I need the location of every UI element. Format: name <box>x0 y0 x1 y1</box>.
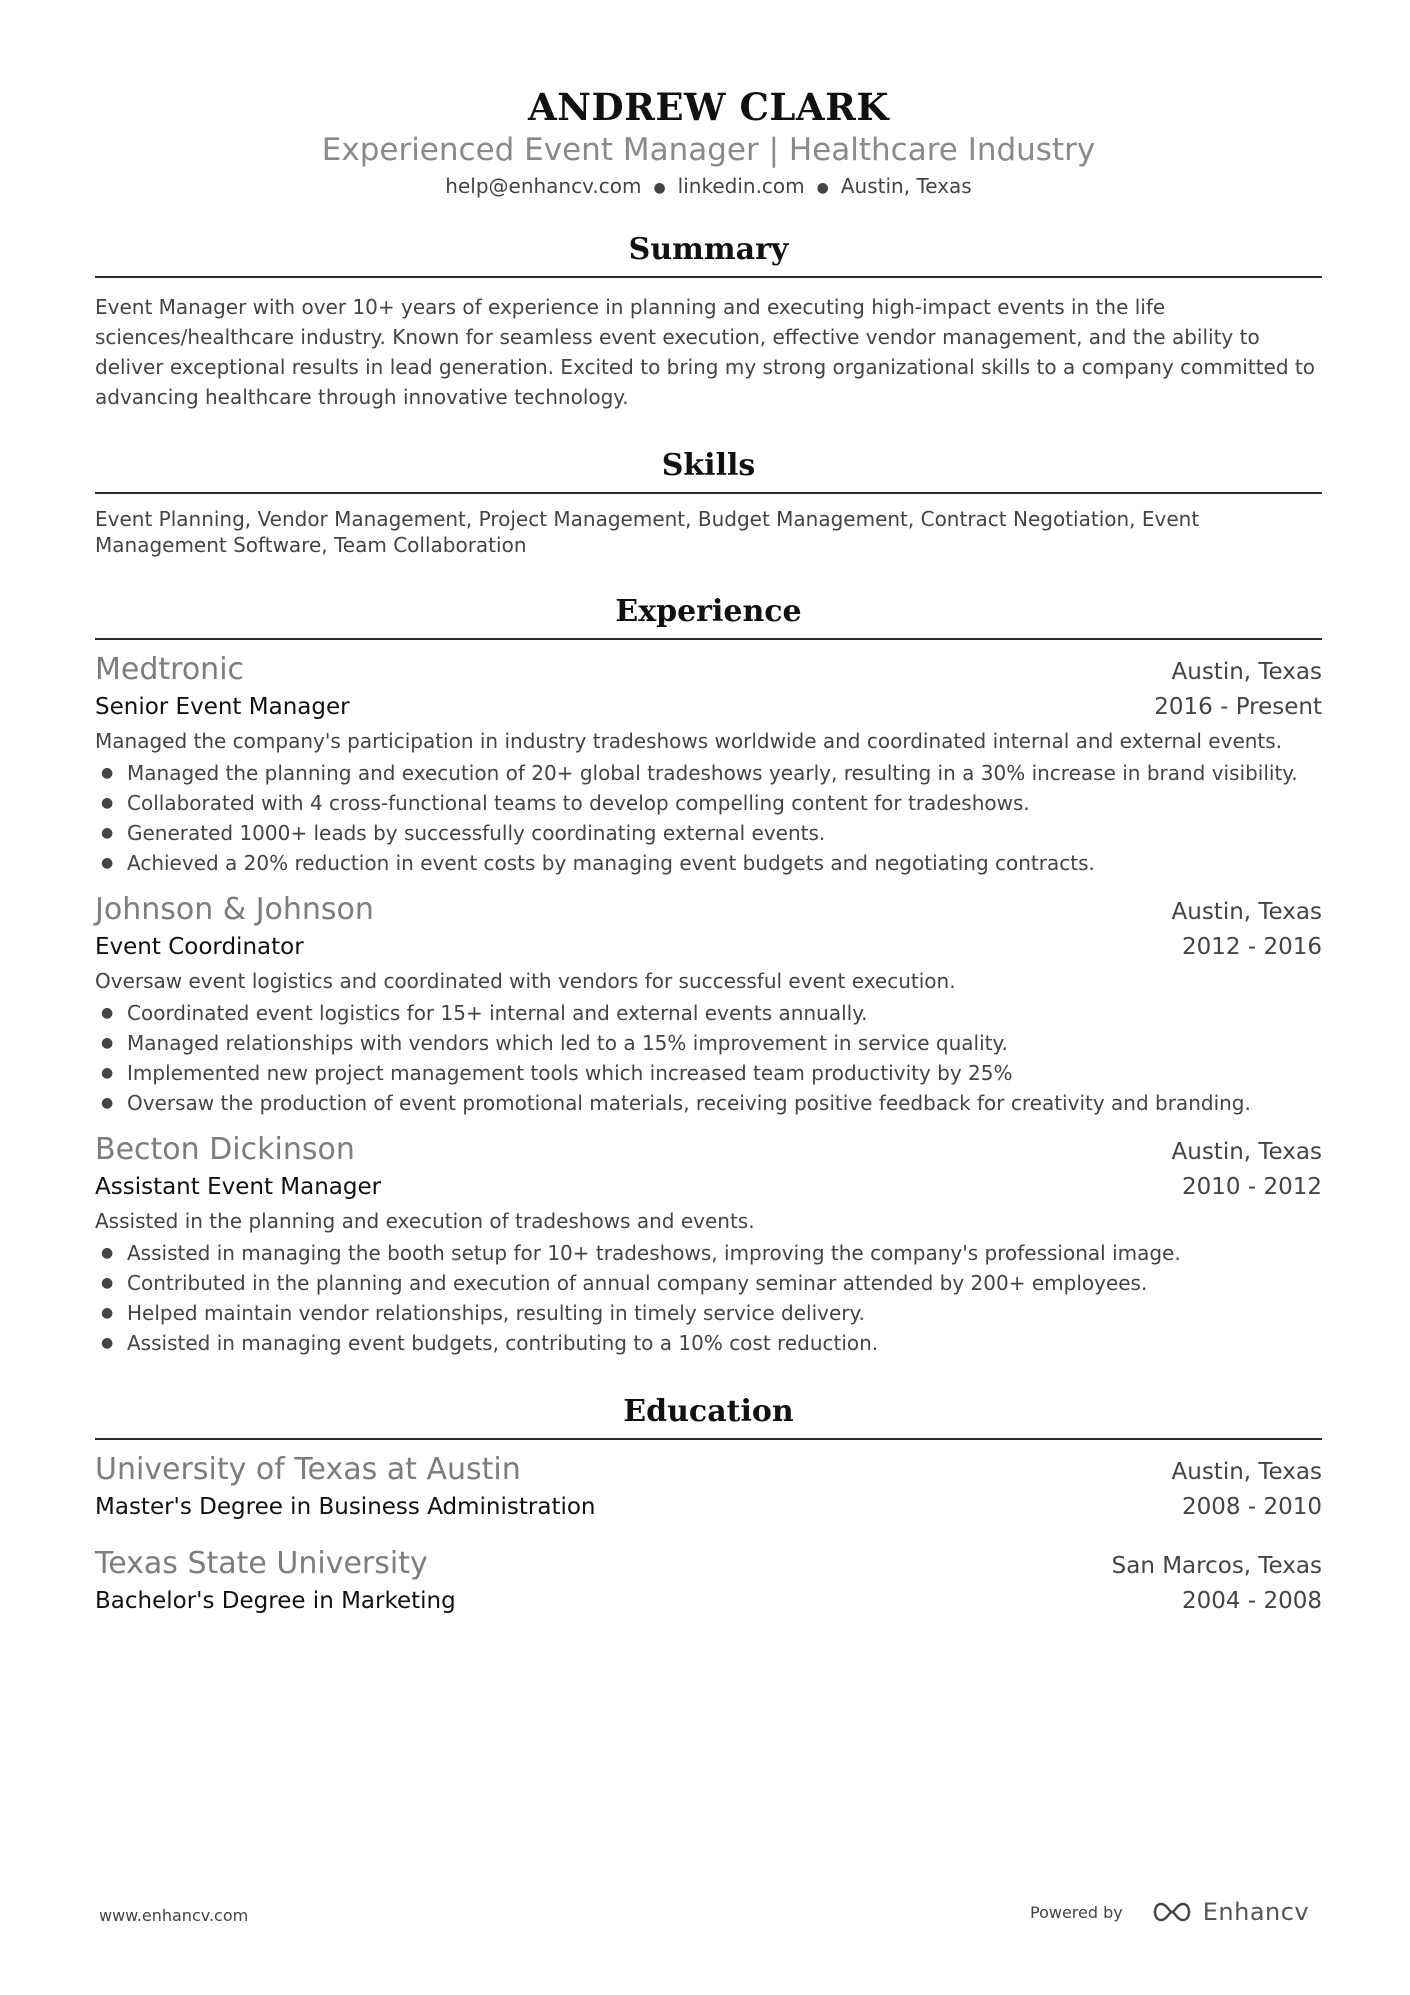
school-location: Austin, Texas <box>1171 1458 1322 1485</box>
list-item: ● Contributed in the planning and execution of annual company seminar attended by 200+ employees. <box>95 1268 1322 1298</box>
list-item: ● Achieved a 20% reduction in event costs by managing event budgets and negotiating contracts. <box>95 848 1322 878</box>
list-item: ● Helped maintain vendor relationships, resulting in timely service delivery. <box>95 1298 1322 1328</box>
resume-page <box>95 0 1322 1618</box>
job-description: Assisted in the planning and execution of tradeshows and events. <box>95 1208 755 1233</box>
job-description: Oversaw event logistics and coordinated with vendors for successful event execution. <box>95 968 956 993</box>
experience-entry <box>95 650 1322 878</box>
job-location: Austin, Texas <box>1171 658 1322 685</box>
bullet-icon: ● <box>101 764 114 781</box>
job-title: Event Coordinator <box>95 933 304 960</box>
contact-line <box>95 172 1322 202</box>
bullet-icon: ● <box>101 1064 114 1081</box>
summary-section <box>95 230 1322 412</box>
separator-dot-icon: ● <box>653 179 666 196</box>
job-dates: 2010 - 2012 <box>1182 1173 1322 1200</box>
bullet-icon: ● <box>101 1034 114 1051</box>
list-item: ● Collaborated with 4 cross-functional teams to develop compelling content for tradeshows. <box>95 788 1322 818</box>
skills-title: Skills <box>95 446 1322 494</box>
experience-entry <box>95 890 1322 1118</box>
list-item: ● Oversaw the production of event promotional materials, receiving positive feedback for creativity and branding. <box>95 1088 1322 1118</box>
separator-dot-icon: ● <box>816 179 829 196</box>
school-name: University of Texas at Austin <box>95 1451 521 1487</box>
bullet-icon: ● <box>101 1304 114 1321</box>
skills-text: Event Planning, Vendor Management, Project Management, Budget Management, Contract Negotiation, Event Management Software, Team Collaboration <box>95 506 1200 557</box>
job-title: Senior Event Manager <box>95 693 350 720</box>
job-dates: 2012 - 2016 <box>1182 933 1322 960</box>
skills-section <box>95 446 1322 558</box>
job-location: Austin, Texas <box>1171 1138 1322 1165</box>
achievement-list <box>95 998 1322 1118</box>
education-dates: 2008 - 2010 <box>1182 1493 1322 1520</box>
education-dates: 2004 - 2008 <box>1182 1587 1322 1614</box>
bullet-icon: ● <box>101 854 114 871</box>
list-item: ● Coordinated event logistics for 15+ internal and external events annually. <box>95 998 1322 1028</box>
achievement-list <box>95 758 1322 878</box>
bullet-icon: ● <box>101 1004 114 1021</box>
footer-branding[interactable] <box>1030 1898 1309 1926</box>
bullet-icon: ● <box>101 794 114 811</box>
job-location: Austin, Texas <box>1171 898 1322 925</box>
contact-location: Austin, Texas <box>840 174 972 198</box>
bullet-icon: ● <box>101 824 114 841</box>
company-name: Becton Dickinson <box>95 1131 355 1167</box>
brand-name: Enhancv <box>1202 1898 1310 1926</box>
job-title: Assistant Event Manager <box>95 1173 382 1200</box>
education-section <box>95 1392 1322 1618</box>
summary-title: Summary <box>95 230 1322 278</box>
brand-logo[interactable] <box>1149 1898 1309 1926</box>
contact-linkedin[interactable]: linkedin.com <box>677 174 805 198</box>
experience-title: Experience <box>95 592 1322 640</box>
enhancv-logo-icon <box>1149 1900 1195 1924</box>
list-item: ● Assisted in managing the booth setup for 10+ tradeshows, improving the company's professional image. <box>95 1238 1322 1268</box>
candidate-name: ANDREW CLARK <box>527 85 890 129</box>
degree-name: Master's Degree in Business Administration <box>95 1493 596 1520</box>
list-item: ● Managed relationships with vendors which led to a 15% improvement in service quality. <box>95 1028 1322 1058</box>
list-item: ● Generated 1000+ leads by successfully coordinating external events. <box>95 818 1322 848</box>
resume-header <box>95 0 1322 202</box>
job-dates: 2016 - Present <box>1154 693 1322 720</box>
list-item: ● Implemented new project management tools which increased team productivity by 25% <box>95 1058 1322 1088</box>
experience-section <box>95 592 1322 1358</box>
education-title: Education <box>95 1392 1322 1440</box>
bullet-icon: ● <box>101 1274 114 1291</box>
education-entry <box>95 1450 1322 1524</box>
footer-website-link[interactable]: www.enhancv.com <box>99 1906 249 1925</box>
bullet-icon: ● <box>101 1094 114 1111</box>
experience-entry <box>95 1130 1322 1358</box>
bullet-icon: ● <box>101 1244 114 1261</box>
list-item: ● Assisted in managing event budgets, contributing to a 10% cost reduction. <box>95 1328 1322 1358</box>
school-location: San Marcos, Texas <box>1111 1552 1322 1579</box>
company-name: Medtronic <box>95 651 245 687</box>
degree-name: Bachelor's Degree in Marketing <box>95 1587 456 1614</box>
summary-text: Event Manager with over 10+ years of experience in planning and executing high-impact events in the life sciences/healthcare industry. Known for seamless event execution, effective vendor management, and the ability to deliver exceptional results in lead generation. Excited to bring my strong organizational skills to a company committed to advancing healthcare through innovative technology. <box>95 294 1315 409</box>
company-name: Johnson & Johnson <box>95 891 374 927</box>
contact-email[interactable]: help@enhancv.com <box>445 174 642 198</box>
powered-by-label: Powered by <box>1030 1902 1123 1922</box>
achievement-list <box>95 1238 1322 1358</box>
list-item: ● Managed the planning and execution of 20+ global tradeshows yearly, resulting in a 30% increase in brand visibility. <box>95 758 1322 788</box>
education-entry <box>95 1544 1322 1618</box>
school-name: Texas State University <box>95 1545 428 1581</box>
candidate-headline: Experienced Event Manager | Healthcare Industry <box>321 132 1096 168</box>
job-description: Managed the company's participation in industry tradeshows worldwide and coordinated internal and external events. <box>95 728 1283 753</box>
bullet-icon: ● <box>101 1334 114 1351</box>
